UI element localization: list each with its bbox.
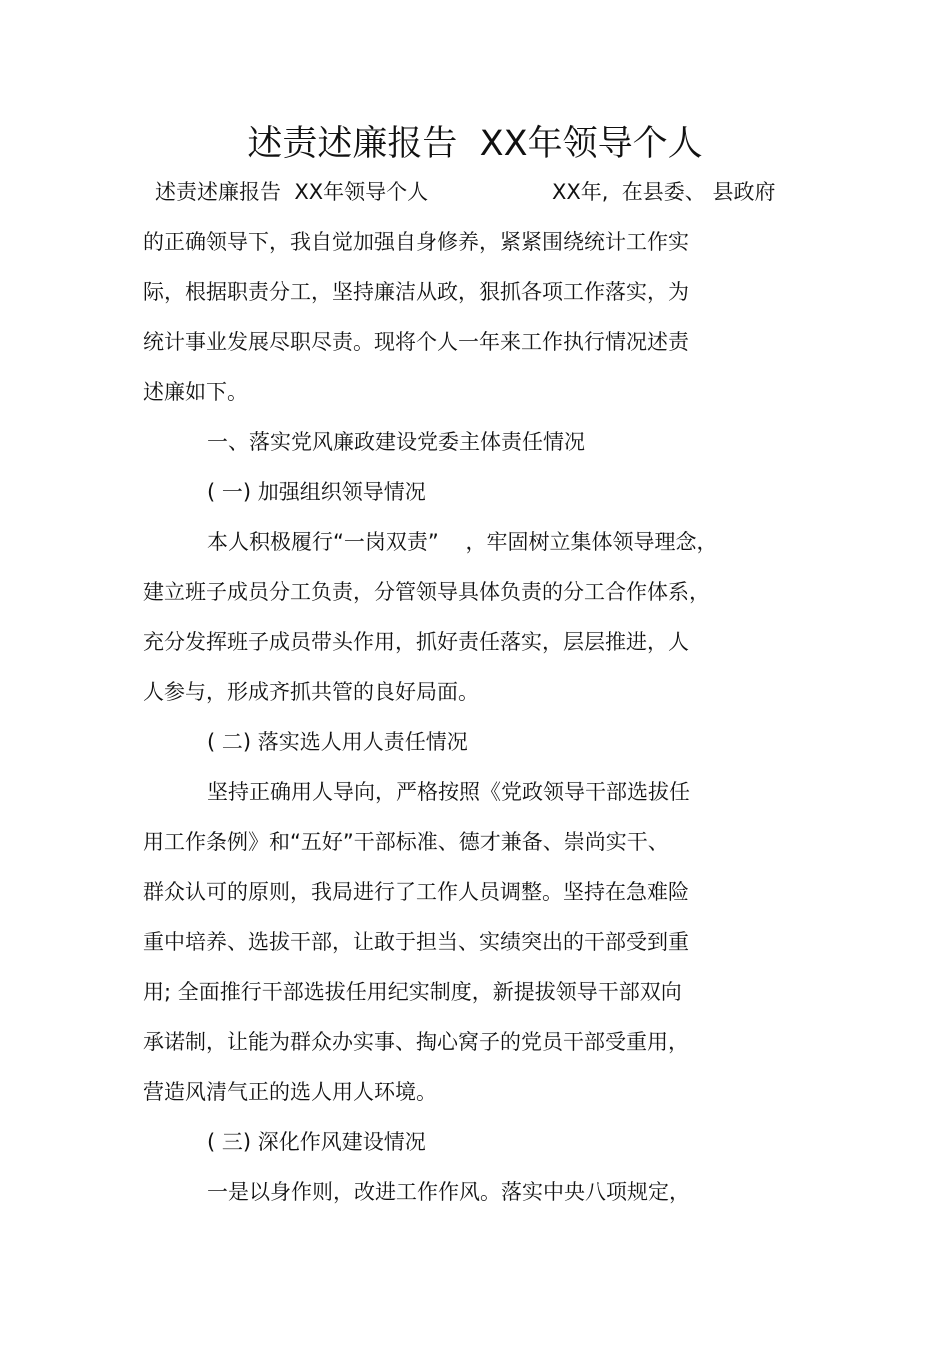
intro-line-3: 际，根据职责分工，坚持廉洁从政，狠抓各项工作落实，为	[143, 280, 689, 304]
subsection-2-heading: ( 二) 落实选人用人责任情况	[207, 730, 468, 754]
paragraph-line: 用; 全面推行干部选拔任用纪实制度，新提拔领导干部双向	[143, 980, 682, 1004]
paragraph-line: 一是以身作则，改进工作作风。落实中央八项规定，	[207, 1180, 690, 1204]
paragraph-line: 人参与，形成齐抓共管的良好局面。	[143, 680, 479, 704]
paragraph-line: 建立班子成员分工负责，分管领导具体负责的分工合作体系，	[143, 580, 710, 604]
paragraph-line: 群众认可的原则，我局进行了工作人员调整。坚持在急难险	[143, 880, 689, 904]
paragraph-line: 本人积极履行“一岗双责” ，牢固树立集体领导理念，	[207, 530, 718, 554]
paragraph-line: 坚持正确用人导向，严格按照《党政领导干部选拔任	[207, 780, 690, 804]
intro-line-1b: XX年, 在县委、 县政府	[552, 180, 776, 204]
intro-line-2: 的正确领导下，我自觉加强自身修养，紧紧围绕统计工作实	[143, 230, 689, 254]
paragraph-line: 重中培养、选拔干部，让敢于担当、实绩突出的干部受到重	[143, 930, 689, 954]
section-1-heading: 一、落实党风廉政建设党委主体责任情况	[207, 430, 585, 454]
intro-line-5: 述廉如下。	[143, 380, 248, 404]
paragraph-line: 承诺制，让能为群众办实事、掏心窝子的党员干部受重用，	[143, 1030, 689, 1054]
paragraph-line: 充分发挥班子成员带头作用，抓好责任落实，层层推进，人	[143, 630, 689, 654]
subsection-1-heading: ( 一) 加强组织领导情况	[207, 480, 426, 504]
document-title: 述责述廉报告 XX年领导个人	[247, 124, 703, 164]
paragraph-line: 用工作条例》和“五好”干部标准、德才兼备、崇尚实干、	[143, 830, 669, 854]
intro-line-1a: 述责述廉报告 XX年领导个人	[155, 180, 429, 204]
intro-line-4: 统计事业发展尽职尽责。现将个人一年来工作执行情况述责	[143, 330, 689, 354]
paragraph-line: 营造风清气正的选人用人环境。	[143, 1080, 437, 1104]
subsection-3-heading: ( 三) 深化作风建设情况	[207, 1130, 426, 1154]
